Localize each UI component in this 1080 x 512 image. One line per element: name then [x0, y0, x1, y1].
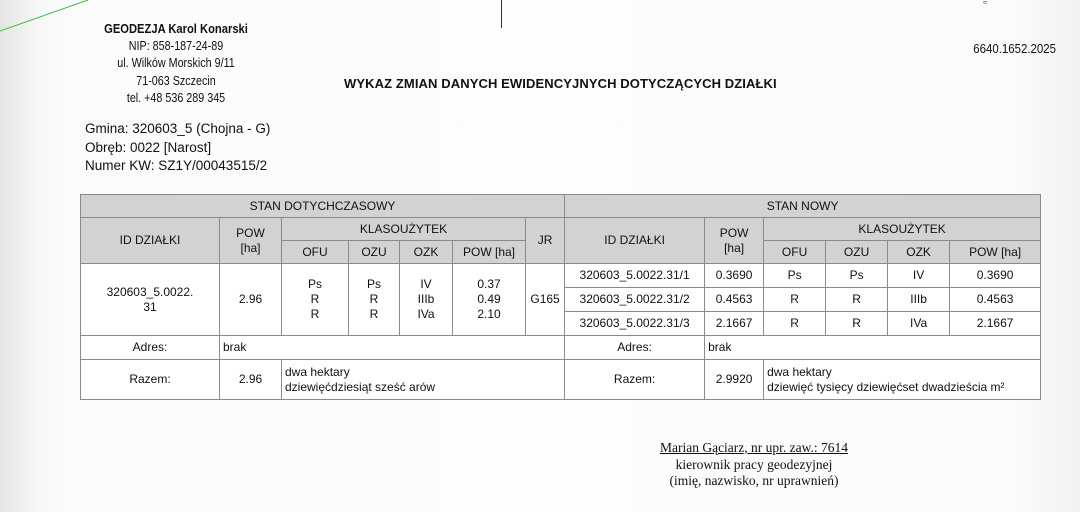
old-razem-words-line1: dwa hektary [285, 364, 350, 379]
new-ofu: Ps [764, 264, 826, 288]
new-pow-ha: 0.4563 [950, 288, 1041, 312]
meta-kw: Numer KW: SZ1Y/00043515/2 [85, 158, 268, 173]
meta-gmina: Gmina: 320603_5 (Chojna - G) [85, 121, 271, 136]
old-ozk [400, 264, 453, 336]
new-razem-words-line2: dziewięć tysięcy dziewięćset dwadzieścia m² [767, 379, 1005, 394]
new-pow: 0.3690 [705, 264, 764, 288]
page-edge-shadow [0, 0, 40, 512]
new-razem-words-line1: dwa hektary [767, 364, 832, 379]
header-jr: JR [526, 218, 565, 264]
new-adres-label: Adres: [565, 336, 705, 360]
old-ozu-item: R [369, 292, 379, 306]
old-pow-ha [453, 264, 526, 336]
document-number: 6640.1652.2025 [973, 41, 1056, 56]
company-phone: tel. +48 536 289 345 [126, 91, 226, 105]
signature-name: Marian Gąciarz, nr upr. zaw.: 7614 [659, 440, 849, 455]
document-title: WYKAZ ZMIAN DANYCH EWIDENCYJNYCH DOTYCZĄCYCH DZIAŁKI [344, 76, 777, 91]
header-old-pow-ha: POW [ha] [453, 241, 526, 264]
header-pow-label: POW [719, 225, 749, 240]
header-pow-unit: [ha] [724, 240, 745, 255]
old-adres-value: brak [220, 336, 565, 360]
header-old-id: ID DZIAŁKI [81, 218, 220, 264]
old-ozk-item: IIIb [417, 292, 435, 306]
old-ozk-item: IV [420, 277, 432, 291]
old-ofu-item: R [310, 307, 320, 321]
header-old-state: STAN DOTYCHCZASOWY [81, 195, 565, 218]
company-city: 71-063 Szczecin [136, 73, 216, 88]
new-ozu: Ps [826, 264, 888, 288]
header-old-ozk: OZK [400, 241, 453, 264]
header-new-id: ID DZIAŁKI [565, 218, 705, 264]
new-ozu: R [826, 288, 888, 312]
new-pow: 0.4563 [705, 288, 764, 312]
new-pow-ha: 0.3690 [950, 264, 1041, 288]
old-parcel-id [81, 264, 220, 336]
new-ofu: R [764, 312, 826, 336]
new-razem-value: 2.9920 [705, 360, 764, 400]
header-new-state: STAN NOWY [565, 195, 1041, 218]
old-ofu [282, 264, 349, 336]
old-razem-words-line2: dziewięćdziesiąt sześć arów [285, 379, 436, 394]
old-pow-ha-item: 2.10 [477, 307, 501, 321]
old-pow: 2.96 [220, 264, 282, 336]
old-parcel-id-line1: 320603_5.0022. [106, 284, 194, 299]
old-pow-ha-item: 0.49 [477, 292, 501, 306]
header-pow-unit: [ha] [240, 240, 261, 255]
new-ozk: IV [888, 264, 950, 288]
old-jr: G165 [526, 264, 565, 336]
table-header-row [81, 218, 1041, 241]
header-old-ozu: OZU [349, 241, 400, 264]
old-ozu-item: Ps [366, 277, 381, 291]
old-ozu-item: R [369, 307, 379, 321]
total-row [81, 360, 1041, 400]
header-old-klas: KLASOUŻYTEK [282, 218, 526, 241]
new-razem-label: Razem: [565, 360, 705, 400]
parcel-meta [85, 120, 270, 176]
corner-scribble: ≈ [983, 0, 988, 7]
old-ozk-item: IVa [417, 307, 435, 321]
company-nip: NIP: 858-187-24-89 [128, 38, 224, 53]
old-ofu-item: Ps [307, 277, 322, 291]
header-new-klas: KLASOUŻYTEK [764, 218, 1041, 241]
signature-hint: (imię, nazwisko, nr uprawnień) [669, 473, 839, 488]
old-pow-ha-item: 0.37 [477, 277, 501, 291]
company-name: GEODEZJA Karol Konarski [104, 21, 248, 36]
company-block [104, 20, 248, 108]
new-adres-value: brak [705, 336, 1041, 360]
table-header-row [81, 195, 1041, 218]
old-ozu [349, 264, 400, 336]
header-new-ozk: OZK [888, 241, 950, 264]
changes-table [80, 194, 1041, 400]
old-adres-label: Adres: [81, 336, 220, 360]
header-new-pow-ha: POW [ha] [950, 241, 1041, 264]
margin-line [0, 0, 90, 36]
header-new-pow [705, 218, 764, 264]
new-pow-ha: 2.1667 [950, 312, 1041, 336]
header-old-ofu: OFU [282, 241, 349, 264]
fold-mark [501, 0, 502, 28]
new-ozk: IVa [888, 312, 950, 336]
old-razem-words [282, 360, 565, 400]
header-old-pow [220, 218, 282, 264]
meta-obreb: Obręb: 0022 [Narost] [85, 139, 212, 155]
header-new-ofu: OFU [764, 241, 826, 264]
new-ozk: IIIb [888, 288, 950, 312]
header-new-ozu: OZU [826, 241, 888, 264]
table-row [81, 264, 1041, 288]
new-ofu: R [764, 288, 826, 312]
company-street: ul. Wilków Morskich 9/11 [117, 56, 235, 70]
address-row [81, 336, 1041, 360]
new-pow: 2.1667 [705, 312, 764, 336]
new-razem-words [764, 360, 1041, 400]
header-pow-label: POW [236, 225, 265, 240]
new-ozu: R [826, 312, 888, 336]
new-parcel-id: 320603_5.0022.31/3 [565, 312, 705, 336]
signature-role: kierownik pracy geodezyjnej [675, 456, 833, 472]
old-razem-label: Razem: [81, 360, 220, 400]
old-parcel-id-line2: 31 [143, 299, 157, 314]
signature-block [640, 440, 868, 490]
new-parcel-id: 320603_5.0022.31/1 [565, 264, 705, 288]
new-parcel-id: 320603_5.0022.31/2 [565, 288, 705, 312]
old-razem-value: 2.96 [220, 360, 282, 400]
old-ofu-item: R [310, 292, 320, 306]
